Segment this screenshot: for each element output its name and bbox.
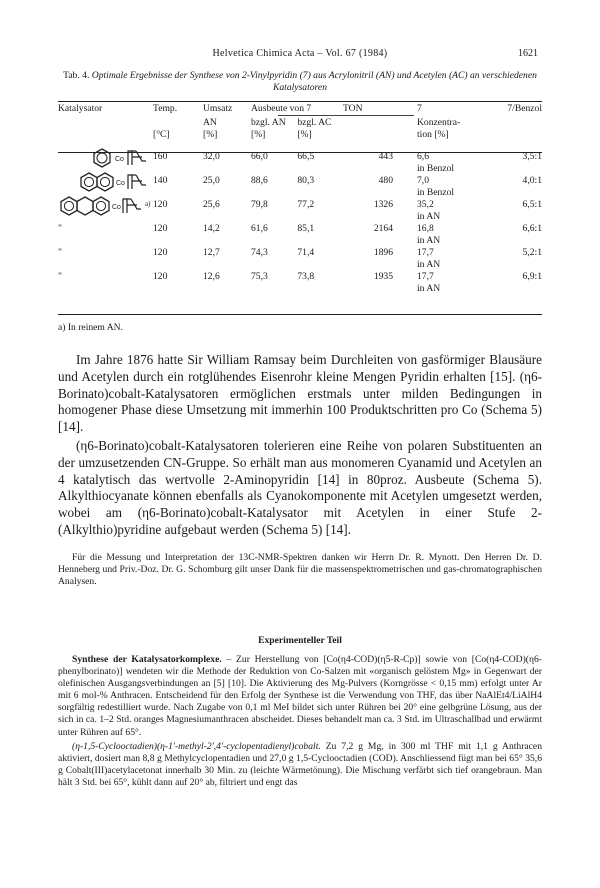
cell-ac: 71,4 (297, 247, 315, 258)
catalyst-structure (58, 199, 153, 223)
cell-temp: 120 (153, 199, 168, 210)
cell-ac: 77,2 (297, 199, 315, 210)
cell-conc: 7,0 (417, 175, 429, 186)
body-paragraph-2: (η6-Borinato)cobalt-Katalysatoren tolerieren eine Reihe von polaren Substituenten an der umzusetzenden CN-Gruppe. So erhält man aus monomeren Cyanamid und Acetylen an 4 katalytisch das wertvolle 2-Aminopyridin [14] in 80proz. Ausbeute (Schema 5). Alkylthiocyanate können ebenfalls als Cyanokomponente mit Acetylen umgesetzt werden, wobei am (η6-Borinato)cobalt-Katalysator mit Acetylen in einer Stufe 2-(Alkylthio)pyridine aufgebaut werden (Schema 5) [14]. (58, 437, 542, 537)
table-header-row-2 (58, 115, 542, 129)
section-title: Experimenteller Teil (258, 635, 342, 646)
acknowledgement (58, 552, 542, 588)
col-ausbeute: Ausbeute von 7 (251, 103, 312, 114)
col-bzgl-an: bzgl. AN (251, 117, 286, 128)
cell-medium: in AN (417, 283, 441, 294)
cell-umsatz: 14,2 (203, 223, 220, 234)
table-caption (60, 70, 540, 94)
cell-an: 75,3 (251, 271, 268, 282)
cell-ratio: 3,5:1 (522, 151, 542, 162)
cell-medium: in AN (417, 235, 441, 246)
experimental-text (58, 654, 542, 789)
cell-umsatz: 25,6 (203, 199, 220, 210)
co-label: Co (115, 156, 124, 163)
col-temp-unit: [°C] (153, 129, 170, 140)
cell-umsatz: 25,0 (203, 175, 220, 186)
col-bzgl-ac: bzgl. AC (297, 117, 332, 128)
cell-ton: 2164 (373, 223, 393, 234)
cell-ratio: 6,5:1 (522, 199, 542, 210)
co-label: Co (112, 204, 121, 211)
cell-ton: 443 (378, 151, 393, 162)
ditto-mark: " (58, 271, 62, 282)
cell-medium: in Benzol (417, 187, 455, 198)
col-katalysator: Katalysator (58, 103, 103, 114)
col-umsatz-sub: AN (203, 117, 217, 128)
table-row-medium (58, 283, 542, 295)
cell-ratio: 4,0:1 (522, 175, 542, 186)
cell-conc: 35,2 (417, 199, 434, 210)
col-7-sub1: Konzentra- (417, 117, 461, 128)
table-header-row-3 (58, 129, 542, 141)
cell-conc: 16,8 (417, 223, 434, 234)
col-ton: TON (343, 103, 363, 114)
cell-ratio: 6,6:1 (522, 223, 542, 234)
results-table (58, 103, 542, 295)
catalyst-structure-icon (78, 171, 158, 193)
table-row (58, 247, 542, 259)
paragraph-body: Zu 7,2 g Mg, in 300 ml THF mit 1,1 g Anthracen aktiviert, dosiert man 8,8 g Methylcyclopentadien und 27,0 g 1,5-Cyclooctadien (COD). Anschliessend fügt man bei 65° 35,6 g Cobalt(III)acetylacetonat innerhalb 30 Min. zu (leichte Wärmetönung). Die Mischung verfärbt sich tief orangebraun. Man hält 3 Std. bei 65°, kühlt dann auf 20° ab, filtriert und engt das (58, 740, 542, 788)
cell-ac: 85,1 (297, 223, 315, 234)
cell-temp: 120 (153, 223, 168, 234)
cell-an: 61,6 (251, 223, 268, 234)
col-7: 7 (417, 103, 422, 114)
table-header-row-1 (58, 103, 542, 115)
paragraph-heading: Synthese der Katalysatorkomplexe. (72, 654, 222, 665)
cell-an: 88,6 (251, 175, 268, 186)
experimental-paragraph-1 (58, 654, 542, 739)
col-ac-unit: [%] (297, 129, 312, 140)
cell-ac: 80,3 (297, 175, 315, 186)
cell-ton: 1935 (373, 271, 393, 282)
cell-umsatz: 12,6 (203, 271, 220, 282)
paragraph-heading: (η-1,5-Cyclooctadien)(η-1'-methyl-2',4'-cyclopentadienyl)cobalt. (72, 740, 321, 752)
cell-ton: 1896 (373, 247, 393, 258)
caption-label: Tab. 4. (63, 70, 90, 81)
cell-umsatz: 12,7 (203, 247, 220, 258)
table-row (58, 151, 542, 163)
cell-ac: 73,8 (297, 271, 315, 282)
co-label: Co (116, 180, 125, 187)
cell-conc: 17,7 (417, 247, 434, 258)
ditto-mark: " (58, 223, 62, 234)
cell-temp: 160 (153, 151, 168, 162)
cell-ton: 1326 (373, 199, 393, 210)
cell-conc: 17,7 (417, 271, 434, 282)
table-row (58, 271, 542, 283)
col-temp: Temp. (153, 103, 178, 114)
experimental-paragraph-2 (58, 741, 542, 789)
cell-umsatz: 32,0 (203, 151, 220, 162)
table-row-medium (58, 235, 542, 247)
acknowledgement-text: Für die Messung und Interpretation der 13C-NMR-Spektren danken wir Herrn Dr. R. Mynott. Den Herren Dr. D. Henneberg und Priv.-Doz. Dr. G. Schomburg gilt unser Dank für die massenspektrometrischen und gas-chromatographischen Analysen. (58, 552, 542, 587)
cell-medium: in AN (417, 259, 441, 270)
cell-temp: 120 (153, 271, 168, 282)
cell-an: 66,0 (251, 151, 268, 162)
page-number: 1621 (518, 48, 538, 59)
col-7-sub2: tion [%] (417, 129, 449, 140)
table-row-medium (58, 259, 542, 271)
footnote-marker: a) (145, 200, 151, 208)
cell-ton: 480 (378, 175, 393, 186)
table-footnote: a) In reinem AN. (58, 322, 124, 333)
cell-an: 79,8 (251, 199, 268, 210)
cell-ratio: 6,9:1 (522, 271, 542, 282)
table-row (58, 223, 542, 235)
paragraph-body: – Zur Herstellung von [Co(η4-COD)(η5-R-Cp)] sowie von [Co(η4-COD)(η6-phenylborinato)] wendeten wir die Methode der Reduktion von Co-Salzen mit «organisch gelöstem Mg» in Gegenwart der olefinischen Ausgangsverbindungen an [5] [10]. Die Aktivierung des Mg-Pulvers (Korngrösse < 0,15 mm) erfolgt unter Ar mit 6 mol-% Anthracen. Entscheidend für den Erfolg der Synthese ist die Verwendung von THF, das über NaAlEt4/LiAlH4 sorgfältig redestilliert wurde. Nach Zugabe von 0,1 ml MeI bildet sich unter Rühren bei 20° eine gelbgrüne Lösung, aus der sich in ca. 1–2 Std. oranges Magnesiumanthracen abscheidet. Dieses behandelt man ca. 3 Std. im Ultraschallbad und erwärmt unter Rühren auf 65°. (58, 654, 543, 738)
body-text (58, 352, 542, 539)
col-an-unit: [%] (251, 129, 266, 140)
cell-an: 74,3 (251, 247, 268, 258)
cell-conc: 6,6 (417, 151, 429, 162)
col-umsatz: Umsatz (203, 103, 233, 114)
cell-medium: in Benzol (417, 163, 455, 174)
journal-title: Helvetica Chimica Acta – Vol. 67 (1984) (212, 48, 388, 59)
cell-temp: 120 (153, 247, 168, 258)
table-bottom-rule (58, 314, 542, 315)
table-top-rule (58, 101, 542, 102)
catalyst-structure-icon (58, 195, 153, 217)
cell-medium: in AN (417, 211, 441, 222)
col-umsatz-unit: [%] (203, 129, 218, 140)
table-row (58, 199, 542, 211)
cell-ratio: 5,2:1 (522, 247, 542, 258)
table-row (58, 175, 542, 187)
catalyst-structure-icon (90, 147, 160, 169)
col-benzol: 7/Benzol (507, 103, 542, 114)
ditto-mark: " (58, 247, 62, 258)
cell-ac: 66,5 (297, 151, 315, 162)
caption-text: Optimale Ergebnisse der Synthese von 2-Vinylpyridin (7) aus Acrylonitril (AN) und Acetylen (AC) an verschiedenen Katalysatoren (91, 70, 537, 93)
body-paragraph-1: Im Jahre 1876 hatte Sir William Ramsay beim Durchleiten von gasförmiger Blausäure und Acetylen durch ein rotglühendes Eisenrohr kleine Mengen Pyridin erhalten [15]. (η6-Borinato)cobalt-Katalysatoren ermöglichen erstmals unter milden Bedingungen in homogener Phase diese Umsetzung mit immerhin 100 Produktschritten pro Co (Schema 5) [14]. (58, 352, 542, 435)
cell-temp: 140 (153, 175, 168, 186)
